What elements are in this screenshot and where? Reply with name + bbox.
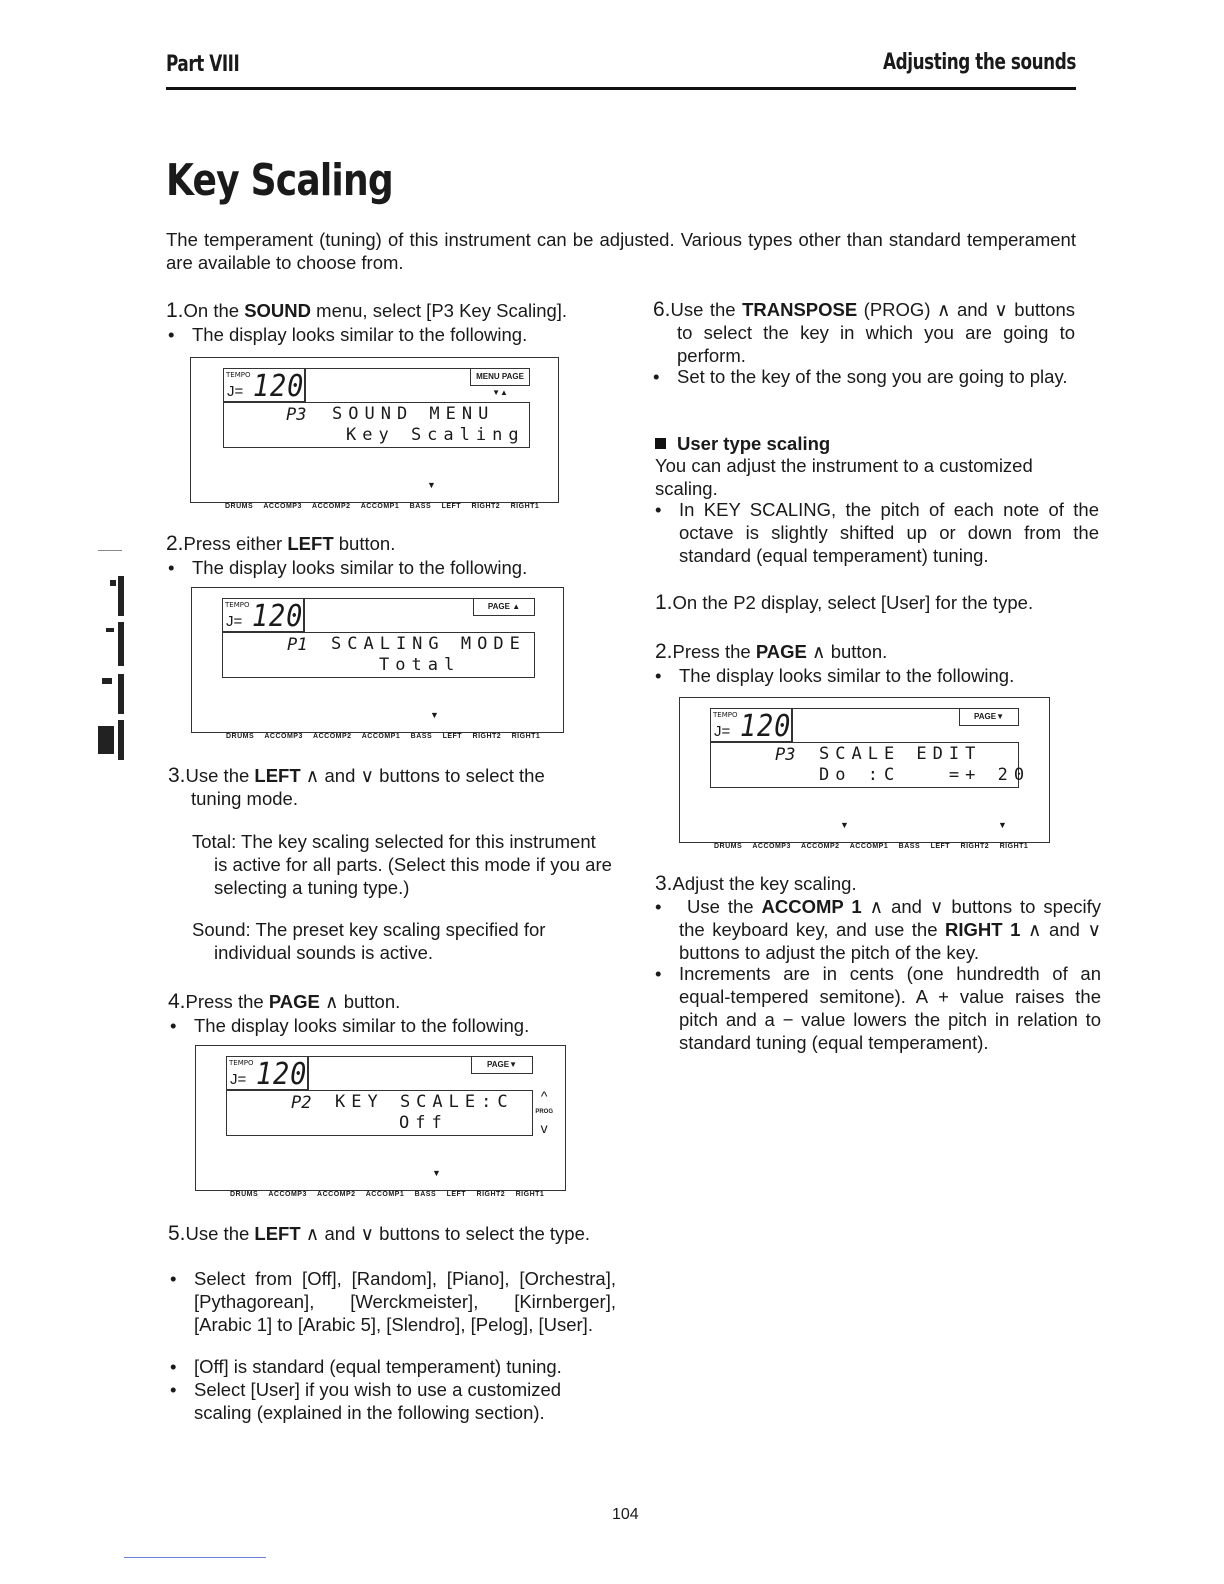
down-arrow-icon: ▼ [430,710,439,720]
user-step-3-bullet-keys: • Use the ACCOMP 1 ∧ and ∨ buttons to specify the keyboard key, and use the RIGHT 1 ∧ and ∨ buttons to adjust the pitch of the key. [655,895,1101,964]
lcd-line-2: Total [379,655,461,675]
step-3: 3.Use the LEFT ∧ and ∨ buttons to select the tuning mode. [168,764,545,809]
tempo-label: TEMPO [229,1059,254,1067]
lcd-line-2: Off [399,1113,448,1133]
step-1-bullet: • The display looks similar to the following. [168,323,612,346]
page-indicator: PAGE ▲ [473,598,535,616]
lcd-display-key-scale [195,1045,566,1198]
step-2: 2.Press either LEFT button. [166,532,396,555]
tempo-value: 120 [255,1057,308,1092]
tempo-value: 120 [251,599,304,634]
intro-paragraph: The temperament (tuning) of this instrument can be adjusted. Various types other than standard temperament are available to choose from. [166,229,1076,273]
down-arrow-icon: ▼ [840,820,849,830]
square-bullet-icon [655,438,666,449]
lcd-text-area [222,632,535,678]
page-number: 104 [612,1506,639,1523]
tempo-box [223,368,306,402]
user-step-1: 1.On the P2 display, select [User] for the type. [655,591,1034,614]
mode-total-description: Total: The key scaling selected for this instrument is active for all parts. (Select this mode if you are selecting a tuning type.) [192,831,612,898]
margin-rule [98,550,122,551]
tempo-note: J= [227,383,244,400]
tempo-label: TEMPO [225,601,250,609]
header-rule [166,87,1076,90]
step-5-bullet-types: • Select from [Off], [Random], [Piano], [Orchestra], [Pythagorean], [Werckmeister], [Kirnberger], [Arabic 1] to [Arabic 5], [Slendro], [Pelog], [User]. [170,1267,616,1336]
lcd-display-scale-edit [679,697,1050,850]
prog-arrows [535,1088,553,1136]
user-type-intro: You can adjust the instrument to a customized scaling. [655,455,1033,499]
page-number-indicator: P3 [286,405,307,425]
tempo-value: 120 [739,709,792,744]
page-title: Key Scaling [166,155,393,206]
lcd-line-1: SCALE EDIT [819,744,982,764]
tempo-box [710,708,793,742]
down-chevron-icon: v [540,1120,548,1136]
step-4: 4.Press the PAGE ∧ button. [168,990,401,1013]
lcd-line-2: Key Scaling [346,425,525,445]
user-step-2: 2.Press the PAGE ∧ button. [655,640,888,663]
lcd-line-1: SCALING MODE [331,634,526,654]
page-indicator: PAGE▼ [959,708,1019,726]
lcd-footer-labels: DRUMS ACCOMP3 ACCOMP2 ACCOMP1 BASS LEFT RIGHT2 RIGHT1 [226,733,541,740]
lcd-footer-labels: DRUMS ACCOMP3 ACCOMP2 ACCOMP1 BASS LEFT RIGHT2 RIGHT1 [230,1191,545,1198]
lcd-display-sound-menu [190,357,559,510]
down-arrow-icon: ▼ [998,820,1007,830]
tempo-note: J= [230,1071,247,1088]
header-section: Adjusting the sounds [883,50,1076,75]
step-2-bullet: • The display looks similar to the following. [168,556,612,579]
page-number-indicator: P2 [291,1093,312,1113]
lcd-text-area [223,402,530,448]
lcd-line-1: KEY SCALE:C [335,1092,514,1112]
lcd-text-area [226,1090,533,1136]
section-tab-marker [96,566,124,766]
bottom-rule [124,1557,266,1558]
step-6-bullet: • Set to the key of the song you are going to play. [653,365,1099,388]
tempo-label: TEMPO [713,711,738,719]
page-number-indicator: P3 [775,745,796,765]
user-step-2-bullet: • The display looks similar to the following. [655,664,1099,687]
tempo-note: J= [714,723,731,740]
prog-label: PROG [535,1109,553,1115]
step-5-bullet-off: • [Off] is standard (equal temperament) tuning. [170,1355,616,1378]
down-arrow-icon: ▼ [427,480,436,490]
step-1: 1.On the SOUND menu, select [P3 Key Scaling]. [166,299,568,322]
tempo-value: 120 [252,369,305,404]
page-indicator: MENU PAGE ▼▲ [470,368,530,386]
user-type-bullet: • In KEY SCALING, the pitch of each note of the octave is slightly shifted up or down from the standard (equal temperament) tuning. [655,498,1099,567]
user-type-heading: User type scaling [655,432,1075,455]
lcd-line-1: SOUND MENU [332,404,495,424]
lcd-text-area [710,742,1031,788]
page-indicator: PAGE▼ [471,1056,533,1074]
page-number-indicator: P1 [287,635,308,655]
lcd-footer-labels: DRUMS ACCOMP3 ACCOMP2 ACCOMP1 BASS LEFT RIGHT2 RIGHT1 [714,843,1029,850]
step-6: 6.Use the TRANSPOSE (PROG) ∧ and ∨ buttons to select the key in which you are going to perform. [653,298,1075,366]
header-part: Part VIII [166,52,240,77]
user-step-3: 3.Adjust the key scaling. [655,872,857,895]
step-4-bullet: • The display looks similar to the following. [170,1014,614,1037]
up-arrow-icon: ^ [540,1088,548,1104]
step-5-bullet-user: • Select [User] if you wish to use a customized scaling (explained in the following section). [170,1378,616,1424]
tempo-note: J= [226,613,243,630]
user-step-3-bullet-cents: • Increments are in cents (one hundredth of an equal-tempered semitone). A + value raises the pitch and a − value lowers the pitch in relation to standard tuning (equal temperament). [655,962,1101,1054]
lcd-footer-labels: DRUMS ACCOMP3 ACCOMP2 ACCOMP1 BASS LEFT RIGHT2 RIGHT1 [225,503,540,510]
down-arrow-icon: ▼ [432,1168,441,1178]
lcd-line-2: Do :C =+ 20 [819,765,1031,785]
lcd-display-scaling-mode [191,587,564,740]
tempo-label: TEMPO [226,371,251,379]
tempo-box [226,1056,309,1090]
mode-sound-description: Sound: The preset key scaling specified for individual sounds is active. [192,919,546,963]
tempo-box [222,598,305,632]
step-5: 5.Use the LEFT ∧ and ∨ buttons to select the type. [168,1222,591,1245]
